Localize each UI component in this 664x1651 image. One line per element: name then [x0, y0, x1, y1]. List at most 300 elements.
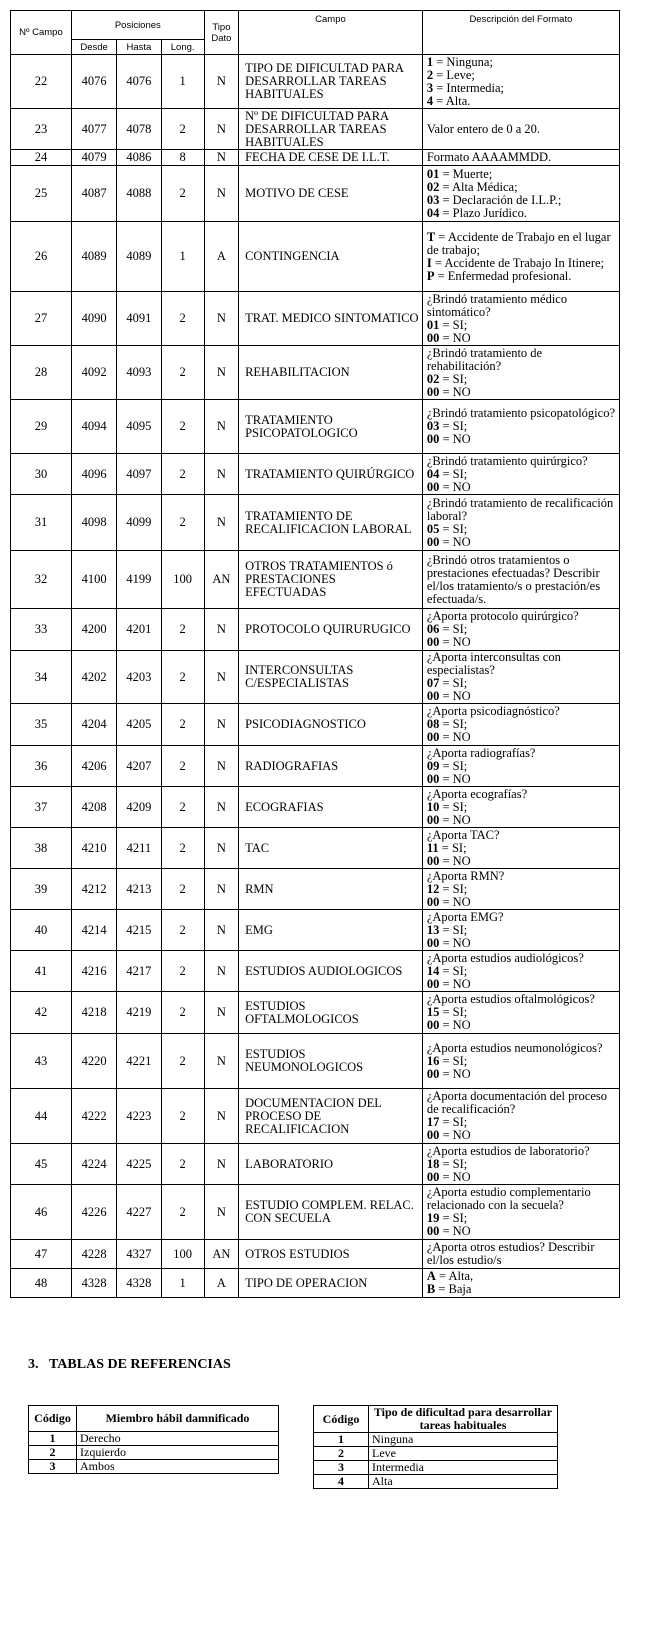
description-text: ¿Aporta radiografías? [426, 745, 536, 760]
code-value: 00 [426, 1224, 440, 1238]
code-value: 4 [426, 93, 434, 108]
position-to: 4088 [117, 166, 161, 222]
format-description [422, 454, 619, 495]
position-to: 4207 [117, 746, 161, 787]
position-from: 4214 [71, 910, 116, 951]
code-value: 06 [426, 622, 440, 636]
description-text: = NO [439, 534, 471, 549]
code-value: P [426, 268, 435, 283]
format-description [422, 1185, 619, 1240]
header-long: Long. [161, 40, 204, 55]
description-text: = NO [439, 1018, 471, 1032]
code-value: 00 [426, 853, 440, 868]
description-text: = NO [439, 635, 471, 649]
field-length: 2 [161, 651, 204, 704]
position-to: 4213 [117, 869, 161, 910]
description-text: ¿Aporta documentación del proceso de recalificación? [426, 1089, 607, 1116]
field-length: 8 [161, 150, 204, 166]
description-line [427, 1186, 616, 1212]
description-text: = SI; [439, 521, 468, 536]
reference-code: 2 [314, 1447, 369, 1461]
description-line [427, 1090, 616, 1116]
description-text: = SI; [438, 840, 467, 855]
position-from: 4098 [71, 495, 116, 551]
description-line [427, 123, 616, 136]
description-line [427, 651, 616, 677]
field-number: 42 [11, 992, 72, 1034]
field-name: ESTUDIOS NEUMONOLOGICOS [239, 1034, 423, 1089]
description-line [427, 690, 616, 703]
description-text: ¿Aporta estudios oftalmológicos? [426, 992, 595, 1006]
reference-row [29, 1432, 279, 1446]
field-number: 37 [11, 787, 72, 828]
header-hasta: Hasta [117, 40, 161, 55]
description-text: ¿Aporta ecografías? [426, 786, 528, 801]
description-text: ¿Brindó tratamiento quirúrgico? [426, 453, 588, 468]
position-to: 4225 [117, 1144, 161, 1185]
format-description [422, 651, 619, 704]
code-value: 01 [426, 166, 440, 181]
code-value: 02 [426, 179, 440, 194]
field-number: 39 [11, 869, 72, 910]
data-type: N [204, 454, 238, 495]
table-row [11, 346, 620, 400]
description-text: = NO [439, 689, 471, 703]
description-line [427, 1019, 616, 1032]
description-text: = SI; [439, 371, 468, 386]
reference-value: Leve [369, 1447, 558, 1461]
data-type: N [204, 1089, 238, 1144]
code-value: 00 [426, 935, 440, 950]
field-length: 2 [161, 910, 204, 951]
table-row [11, 150, 620, 166]
position-from: 4210 [71, 828, 116, 869]
description-line [427, 151, 616, 164]
position-to: 4203 [117, 651, 161, 704]
format-description [422, 55, 619, 109]
field-number: 47 [11, 1240, 72, 1269]
description-text: = SI; [439, 758, 468, 773]
position-to: 4097 [117, 454, 161, 495]
data-type: N [204, 1034, 238, 1089]
field-length: 2 [161, 292, 204, 346]
table-row [11, 1240, 620, 1269]
position-to: 4201 [117, 609, 161, 651]
field-number: 28 [11, 346, 72, 400]
header-posiciones: Posiciones [71, 11, 204, 40]
description-text: = NO [439, 935, 471, 950]
code-value: 03 [426, 192, 440, 207]
description-text: = Intermedia; [433, 80, 505, 95]
description-text: = SI; [439, 622, 468, 636]
field-name: PSICODIAGNOSTICO [239, 704, 423, 746]
code-value: 00 [426, 976, 440, 991]
field-name: REHABILITACION [239, 346, 423, 400]
header-num-campo: Nº Campo [11, 11, 72, 55]
field-name: MOTIVO DE CESE [239, 166, 423, 222]
code-value: 08 [426, 717, 440, 731]
description-text: ¿Brindó otros tratamientos o prestaciones efectuadas? Describir el/los tratamiento/s o prestación/es efectuada/s. [426, 552, 601, 606]
code-value: 17 [426, 1115, 440, 1129]
field-number: 27 [11, 292, 72, 346]
description-text: = NO [439, 1066, 471, 1081]
field-number: 45 [11, 1144, 72, 1185]
data-type: N [204, 400, 238, 454]
code-value: 1 [426, 54, 434, 69]
description-line [427, 347, 616, 373]
data-type: N [204, 869, 238, 910]
code-value: 00 [426, 894, 440, 909]
position-from: 4096 [71, 454, 116, 495]
reference-code: 1 [29, 1432, 77, 1446]
description-line [427, 293, 616, 319]
data-type: N [204, 346, 238, 400]
description-text: = SI; [439, 1211, 468, 1225]
field-name: PROTOCOLO QUIRURUGICO [239, 609, 423, 651]
format-description [422, 346, 619, 400]
description-text: = Declaración de I.L.P.; [439, 192, 562, 207]
field-name: OTROS ESTUDIOS [239, 1240, 423, 1269]
position-from: 4087 [71, 166, 116, 222]
data-type: N [204, 951, 238, 992]
field-number: 33 [11, 609, 72, 651]
code-value: 19 [426, 1211, 440, 1225]
section-heading [28, 1357, 231, 1373]
format-description [422, 1034, 619, 1089]
field-number: 29 [11, 400, 72, 454]
description-line [427, 978, 616, 991]
table-row [11, 222, 620, 292]
reference-row [314, 1447, 558, 1461]
description-line [427, 1129, 616, 1142]
format-description [422, 166, 619, 222]
format-description [422, 951, 619, 992]
position-to: 4076 [117, 55, 161, 109]
field-name: TAC [239, 828, 423, 869]
position-from: 4090 [71, 292, 116, 346]
code-value: T [426, 229, 436, 244]
position-from: 4079 [71, 150, 116, 166]
field-number: 31 [11, 495, 72, 551]
position-from: 4076 [71, 55, 116, 109]
table-row [11, 166, 620, 222]
description-text: = SI; [439, 717, 468, 731]
code-value: 01 [426, 317, 440, 332]
data-type: N [204, 704, 238, 746]
description-text: = NO [439, 894, 471, 909]
section-title: TABLAS DE REFERENCIAS [49, 1357, 231, 1372]
section-number: 3. [28, 1357, 39, 1372]
ref-header-codigo: Código [29, 1406, 77, 1432]
field-length: 2 [161, 1185, 204, 1240]
description-text: ¿Brindó tratamiento de recalificación laboral? [426, 495, 614, 523]
description-text: = Alta, [435, 1269, 474, 1283]
position-to: 4219 [117, 992, 161, 1034]
data-type: N [204, 828, 238, 869]
position-from: 4212 [71, 869, 116, 910]
description-text: = Alta. [433, 93, 471, 108]
reference-rows [314, 1433, 558, 1489]
field-rows [11, 55, 620, 1298]
table-row [11, 454, 620, 495]
code-value: 12 [426, 881, 440, 896]
data-type: N [204, 1185, 238, 1240]
code-value: 3 [426, 80, 434, 95]
description-line [427, 731, 616, 744]
data-type: A [204, 222, 238, 292]
reference-row [29, 1446, 279, 1460]
format-description [422, 1240, 619, 1269]
position-from: 4089 [71, 222, 116, 292]
format-description [422, 609, 619, 651]
table-row [11, 109, 620, 150]
format-description [422, 1144, 619, 1185]
description-text: ¿Aporta RMN? [426, 868, 505, 883]
code-value: 18 [426, 1156, 440, 1171]
description-line [427, 386, 616, 399]
table-row [11, 609, 620, 651]
field-name: INTERCONSULTAS C/ESPECIALISTAS [239, 651, 423, 704]
table-row [11, 992, 620, 1034]
table-row [11, 1034, 620, 1089]
description-text: Valor entero de 0 a 20. [426, 121, 541, 136]
reference-table-dificultad [313, 1405, 558, 1489]
position-from: 4328 [71, 1269, 116, 1298]
position-to: 4221 [117, 1034, 161, 1089]
description-line [427, 554, 616, 606]
field-number: 36 [11, 746, 72, 787]
position-to: 4086 [117, 150, 161, 166]
description-text: = NO [439, 730, 471, 744]
field-name: CONTINGENCIA [239, 222, 423, 292]
field-length: 2 [161, 704, 204, 746]
description-text: ¿Aporta estudio complementario relacionado con la secuela? [426, 1185, 591, 1212]
table-row [11, 292, 620, 346]
field-number: 40 [11, 910, 72, 951]
field-name: TIPO DE DIFICULTAD PARA DESARROLLAR TAREAS HABITUALES [239, 55, 423, 109]
format-description [422, 828, 619, 869]
description-line [427, 497, 616, 523]
format-description [422, 400, 619, 454]
code-value: 00 [426, 771, 440, 786]
description-text: = SI; [439, 317, 468, 332]
table-row [11, 1089, 620, 1144]
field-length: 100 [161, 1240, 204, 1269]
position-from: 4094 [71, 400, 116, 454]
field-name: RMN [239, 869, 423, 910]
code-value: 11 [426, 840, 439, 855]
code-value: 00 [426, 1018, 440, 1032]
field-length: 2 [161, 109, 204, 150]
description-text: = SI; [439, 419, 468, 433]
reference-code: 2 [29, 1446, 77, 1460]
position-to: 4211 [117, 828, 161, 869]
description-line [427, 896, 616, 909]
description-line [427, 1283, 616, 1296]
reference-value: Derecho [77, 1432, 279, 1446]
field-length: 2 [161, 828, 204, 869]
description-text: ¿Aporta TAC? [426, 827, 500, 842]
data-type: A [204, 1269, 238, 1298]
code-value: 00 [426, 534, 440, 549]
position-from: 4208 [71, 787, 116, 828]
field-name: ESTUDIOS OFTALMOLOGICOS [239, 992, 423, 1034]
position-from: 4222 [71, 1089, 116, 1144]
position-from: 4224 [71, 1144, 116, 1185]
field-number: 48 [11, 1269, 72, 1298]
description-text: Formato AAAAMMDD. [426, 150, 552, 164]
position-from: 4220 [71, 1034, 116, 1089]
field-name: EMG [239, 910, 423, 951]
description-text: = SI; [439, 881, 468, 896]
field-name: RADIOGRAFIAS [239, 746, 423, 787]
code-value: B [426, 1282, 436, 1296]
code-value: 13 [426, 922, 440, 937]
table-row [11, 951, 620, 992]
position-from: 4204 [71, 704, 116, 746]
description-line [427, 636, 616, 649]
field-number: 41 [11, 951, 72, 992]
code-value: 2 [426, 67, 434, 82]
code-value: 02 [426, 371, 440, 386]
field-format-table [10, 10, 620, 1298]
code-value: 10 [426, 799, 440, 814]
code-value: 09 [426, 758, 440, 773]
code-value: 07 [426, 676, 440, 690]
field-number: 43 [11, 1034, 72, 1089]
reference-value: Izquierdo [77, 1446, 279, 1460]
description-text: = SI; [439, 922, 468, 937]
data-type: N [204, 651, 238, 704]
code-value: 14 [426, 963, 440, 978]
code-value: 00 [426, 479, 440, 494]
description-text: ¿Aporta estudios neumonológicos? [426, 1040, 603, 1055]
field-name: TRATAMIENTO PSICOPATOLOGICO [239, 400, 423, 454]
description-line [427, 207, 616, 220]
description-line [427, 855, 616, 868]
code-value: 00 [426, 384, 440, 399]
field-length: 2 [161, 346, 204, 400]
position-from: 4218 [71, 992, 116, 1034]
table-row [11, 704, 620, 746]
description-text: ¿Aporta estudios audiológicos? [426, 950, 584, 965]
reference-value: Intermedia [369, 1461, 558, 1475]
field-name: TRAT. MEDICO SINTOMATICO [239, 292, 423, 346]
table-row [11, 910, 620, 951]
description-text: = SI; [439, 1115, 468, 1129]
description-text: = Baja [435, 1282, 472, 1296]
field-length: 2 [161, 166, 204, 222]
description-text: = SI; [439, 963, 468, 978]
code-value: 00 [426, 330, 440, 345]
description-text: ¿Aporta psicodiagnóstico? [426, 704, 560, 718]
description-text: ¿Brindó tratamiento de rehabilitación? [426, 345, 543, 373]
field-number: 44 [11, 1089, 72, 1144]
description-text: = NO [439, 1224, 471, 1238]
format-description [422, 1269, 619, 1298]
description-line [427, 95, 616, 108]
header-desde: Desde [71, 40, 116, 55]
format-description [422, 292, 619, 346]
format-description [422, 787, 619, 828]
table-row [11, 1185, 620, 1240]
field-length: 2 [161, 787, 204, 828]
header-campo: Campo [239, 11, 423, 55]
code-value: 04 [426, 466, 440, 481]
description-text: = SI; [439, 676, 468, 690]
description-text: = Muerte; [439, 166, 493, 181]
data-type: N [204, 166, 238, 222]
position-from: 4206 [71, 746, 116, 787]
description-text: = Leve; [433, 67, 475, 82]
code-value: 03 [426, 419, 440, 433]
position-to: 4093 [117, 346, 161, 400]
description-text: ¿Aporta EMG? [426, 909, 504, 924]
format-description [422, 746, 619, 787]
field-length: 2 [161, 992, 204, 1034]
field-length: 2 [161, 400, 204, 454]
field-name: TRATAMIENTO QUIRÚRGICO [239, 454, 423, 495]
description-text: = Ninguna; [433, 54, 493, 69]
field-length: 1 [161, 55, 204, 109]
ref-header-miembro: Miembro hábil damnificado [77, 1406, 279, 1432]
position-from: 4226 [71, 1185, 116, 1240]
reference-value: Alta [369, 1475, 558, 1489]
description-line [427, 1068, 616, 1081]
position-to: 4199 [117, 551, 161, 609]
format-description [422, 150, 619, 166]
code-value: 00 [426, 635, 440, 649]
description-text: = Accidente de Trabajo en el lugar de trabajo; [426, 229, 611, 257]
code-value: 00 [426, 1128, 440, 1142]
field-name: OTROS TRATAMIENTOS ó PRESTACIONES EFECTUADAS [239, 551, 423, 609]
reference-value: Ambos [77, 1460, 279, 1474]
field-number: 46 [11, 1185, 72, 1240]
data-type: N [204, 910, 238, 951]
field-name: TRATAMIENTO DE RECALIFICACION LABORAL [239, 495, 423, 551]
description-text: = NO [439, 479, 471, 494]
description-text: = SI; [439, 1005, 468, 1019]
data-type: AN [204, 1240, 238, 1269]
field-number: 30 [11, 454, 72, 495]
table-row [11, 787, 620, 828]
code-value: 16 [426, 1053, 440, 1068]
table-row [11, 551, 620, 609]
table-row [11, 55, 620, 109]
position-to: 4091 [117, 292, 161, 346]
description-line [427, 937, 616, 950]
code-value: I [426, 255, 432, 270]
table-row [11, 746, 620, 787]
field-number: 22 [11, 55, 72, 109]
data-type: N [204, 150, 238, 166]
reference-row [314, 1475, 558, 1489]
format-description [422, 910, 619, 951]
format-description [422, 704, 619, 746]
data-type: N [204, 609, 238, 651]
description-line [427, 433, 616, 446]
reference-table-miembro [28, 1405, 279, 1474]
table-row [11, 828, 620, 869]
description-text: ¿Brindó tratamiento médico sintomático? [426, 291, 568, 319]
field-name: FECHA DE CESE DE I.L.T. [239, 150, 423, 166]
description-text: = NO [439, 976, 471, 991]
field-length: 1 [161, 222, 204, 292]
position-to: 4099 [117, 495, 161, 551]
code-value: 04 [426, 205, 440, 220]
data-type: AN [204, 551, 238, 609]
description-line [427, 814, 616, 827]
